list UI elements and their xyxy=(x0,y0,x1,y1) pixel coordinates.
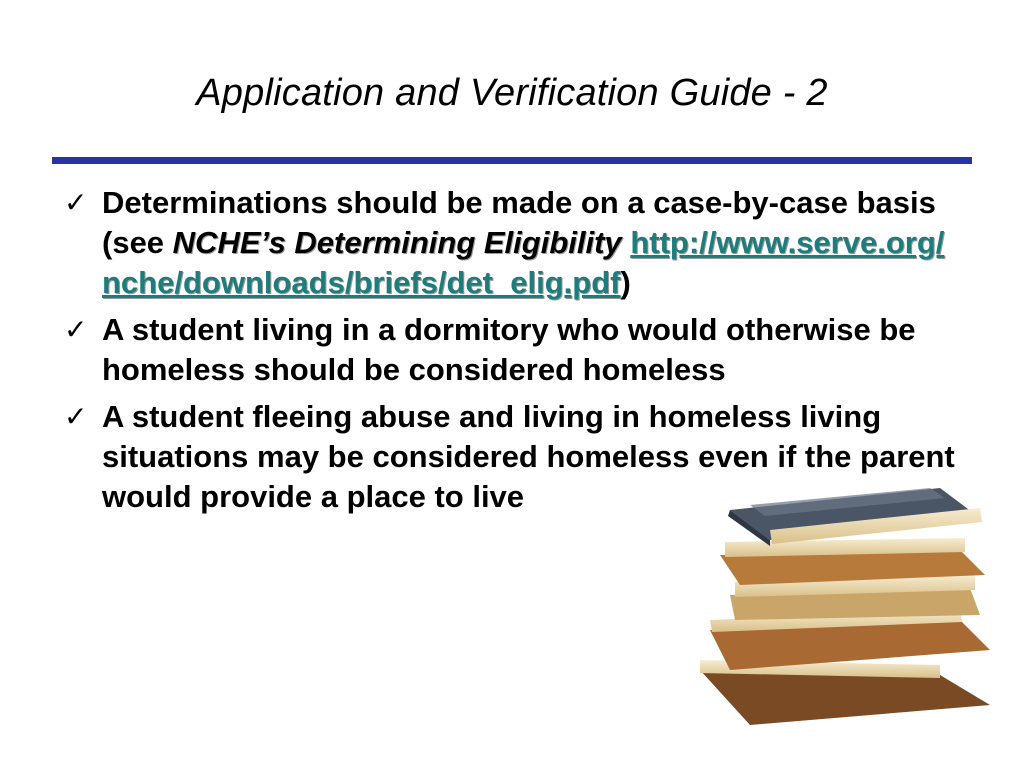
checkmark-icon: ✓ xyxy=(64,314,88,345)
bullet-list xyxy=(62,183,962,524)
bullet-text: A student fleeing abuse and living in homeless living situations may be considered homeless even if the parent would provide a place to live xyxy=(102,399,955,514)
bullet-item-1 xyxy=(62,183,962,303)
bullet-text: Determinations should be made on a case-by-case basis (see xyxy=(102,185,936,260)
eligibility-link[interactable]: http://www.serve.org/nche/downloads/briefs/det_elig.pdf xyxy=(102,225,945,300)
checkmark-icon: ✓ xyxy=(64,401,88,432)
bullet-emphasis: NCHE’s Determining Eligibility xyxy=(172,225,622,260)
bullet-text-closing: ) xyxy=(620,265,631,300)
bullet-text: A student living in a dormitory who would otherwise be homeless should be considered homeless xyxy=(102,312,916,387)
title-divider xyxy=(52,157,972,164)
bullet-item-2 xyxy=(62,310,962,390)
checkmark-icon: ✓ xyxy=(64,187,88,218)
bullet-item-3 xyxy=(62,397,962,517)
slide-title: Application and Verification Guide - 2 xyxy=(196,72,828,114)
